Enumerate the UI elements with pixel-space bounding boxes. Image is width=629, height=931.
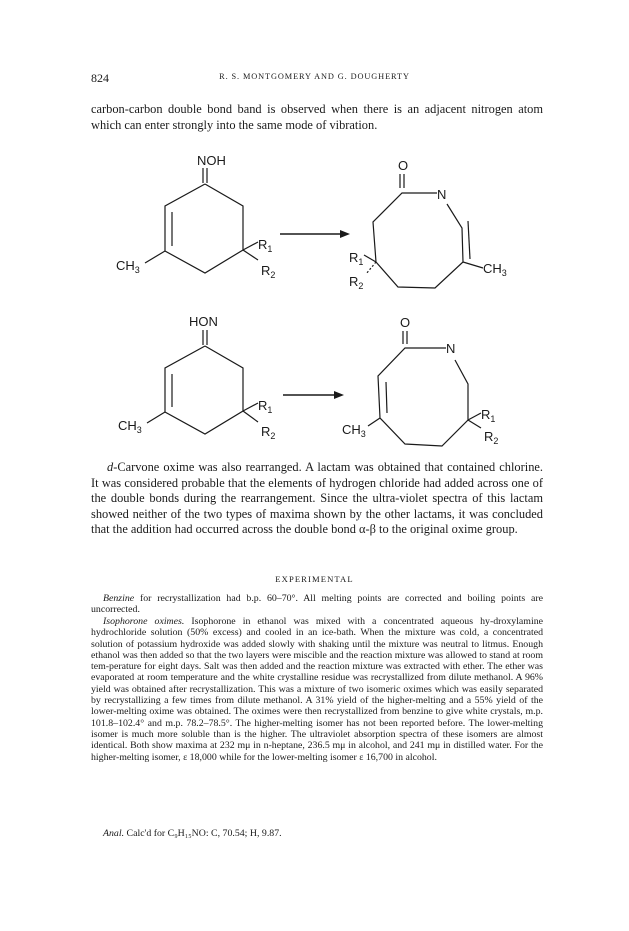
experimental-heading: EXPERIMENTAL [275, 574, 354, 584]
reaction2-reactant [118, 314, 275, 441]
arrow-head [340, 230, 350, 238]
bond [243, 411, 258, 422]
benzine-body: for recrystallization had b.p. 60–70°. All melting points are corrected and boiling points are uncorrected. [91, 593, 543, 616]
ring-bond [165, 346, 243, 434]
reaction1-product [349, 158, 507, 291]
page-number: 824 [91, 71, 109, 85]
product1-nitrogen-label: N [437, 187, 447, 202]
reaction1-arrow [280, 230, 350, 238]
product2-nitrogen-label: N [446, 341, 456, 356]
reactant2-r2-label: $R_2$ [261, 424, 276, 441]
reaction2-product [342, 315, 498, 446]
bond [243, 403, 258, 411]
product1-methyl-label: $CH_3$ [483, 261, 507, 278]
ring-bond [373, 193, 463, 288]
bond [463, 262, 483, 268]
product2-methyl-label: $CH_3$ [342, 422, 366, 439]
running-head: R. S. MONTGOMERY AND G. DOUGHERTY [219, 72, 410, 81]
isophorone-paragraph [91, 616, 543, 763]
ring-double-bond [386, 382, 387, 413]
arrow-head [334, 391, 344, 399]
analysis-paragraph [91, 828, 543, 839]
ring-bond [378, 348, 468, 446]
bond [364, 255, 376, 262]
isophorone-label: Isophorone oximes. [103, 616, 185, 627]
benzine-label: Benzine [103, 593, 135, 604]
reactant2-r1-label: $R_1$ [258, 398, 273, 415]
ring-bond [165, 184, 243, 273]
ring-double-bond [468, 221, 470, 259]
product2-r2-label: $R_2$ [484, 429, 499, 446]
product2-oxygen-label: O [400, 315, 411, 330]
carvone-prefix: d [107, 460, 114, 474]
analysis-label: Anal. [103, 828, 125, 839]
bond [145, 251, 165, 263]
bond [147, 412, 165, 423]
isophorone-body: Isophorone in ethanol was mixed with a concentrated aqueous hy-droxylamine hydrochloride solution (50% excess) and cooled in an ice-bath. When the mixture was cold, a concentrated solution of potassium hydroxide was added slowly with shaking until the mixture was neutral to litmus. Enough ethanol was then added so that the two layers were miscible and the reaction mixture was allowed to stand at room tem-perature for eight days. Salt was then added and the reaction mixture was extracted with ether. The ether was evaporated at room temperature and the white crystalline residue was recrystallized from dilute methanol. A 96% yield was obtained after recrystallization. This was a mixture of two isomeric oximes which was easily separated by recrystallizing a few times from dilute methanol. A 31% yield of the higher-melting and a 55% yield of the lower-melting oxime was obtained. The oximes were then recrystallized from benzine to give white crystals, m.p. 101.8–102.4° and m.p. 78.2–78.5°. The higher-melting isomer has not been reported before. The lower-melting isomer is much more soluble than is the higher. The ultraviolet absorption spectra of these isomers are almost identical. Both show maxima at 232 mμ in n-heptane, 236.5 mμ in alcohol, and 241 mμ in distilled water. For the higher-melting isomer, ε 18,000 while for the lower-melting isomer ε 16,700 in alcohol. [91, 616, 543, 763]
reactant2-oxime-label: HON [189, 314, 218, 329]
bond [368, 418, 380, 426]
reactant1-oxime-label: NOH [197, 153, 226, 168]
reaction1-reactant [116, 153, 275, 280]
bond [243, 250, 258, 260]
reaction2-arrow [283, 391, 344, 399]
reactant1-methyl-label: $CH_3$ [116, 258, 140, 275]
product1-r1-label: $R_1$ [349, 250, 364, 267]
carvone-paragraph [91, 460, 543, 538]
intro-paragraph: carbon-carbon double bond band is observed when there is an adjacent nitrogen atom which can enter strongly into the same mode of vibration. [91, 102, 543, 132]
bond [243, 242, 258, 250]
bond [468, 413, 481, 420]
reactant2-methyl-label: $CH_3$ [118, 418, 142, 435]
analysis-body: Calc'd for C₉H₁₅NO: C, 70.54; H, 9.87. [124, 828, 282, 839]
product2-r1-label: $R_1$ [481, 407, 496, 424]
carvone-body: -Carvone oxime was also rearranged. A lactam was obtained that contained chlorine. It was considered probable that the elements of hydrogen chloride had added across one of the double bonds during the rearrangement. Since the ultra-violet spectra of this lactam showed neither of the two types of maxima shown by the other lactams, it was concluded that the addition had occurred across the double bond α-β to the original oxime group. [91, 460, 543, 537]
reactant1-r1-label: $R_1$ [258, 237, 273, 254]
product1-oxygen-label: O [398, 158, 409, 173]
product1-r2-label: $R_2$ [349, 274, 364, 291]
dashed-bond [366, 262, 376, 274]
reactant1-r2-label: $R_2$ [261, 263, 276, 280]
benzine-paragraph [91, 593, 543, 616]
bond [468, 420, 481, 428]
